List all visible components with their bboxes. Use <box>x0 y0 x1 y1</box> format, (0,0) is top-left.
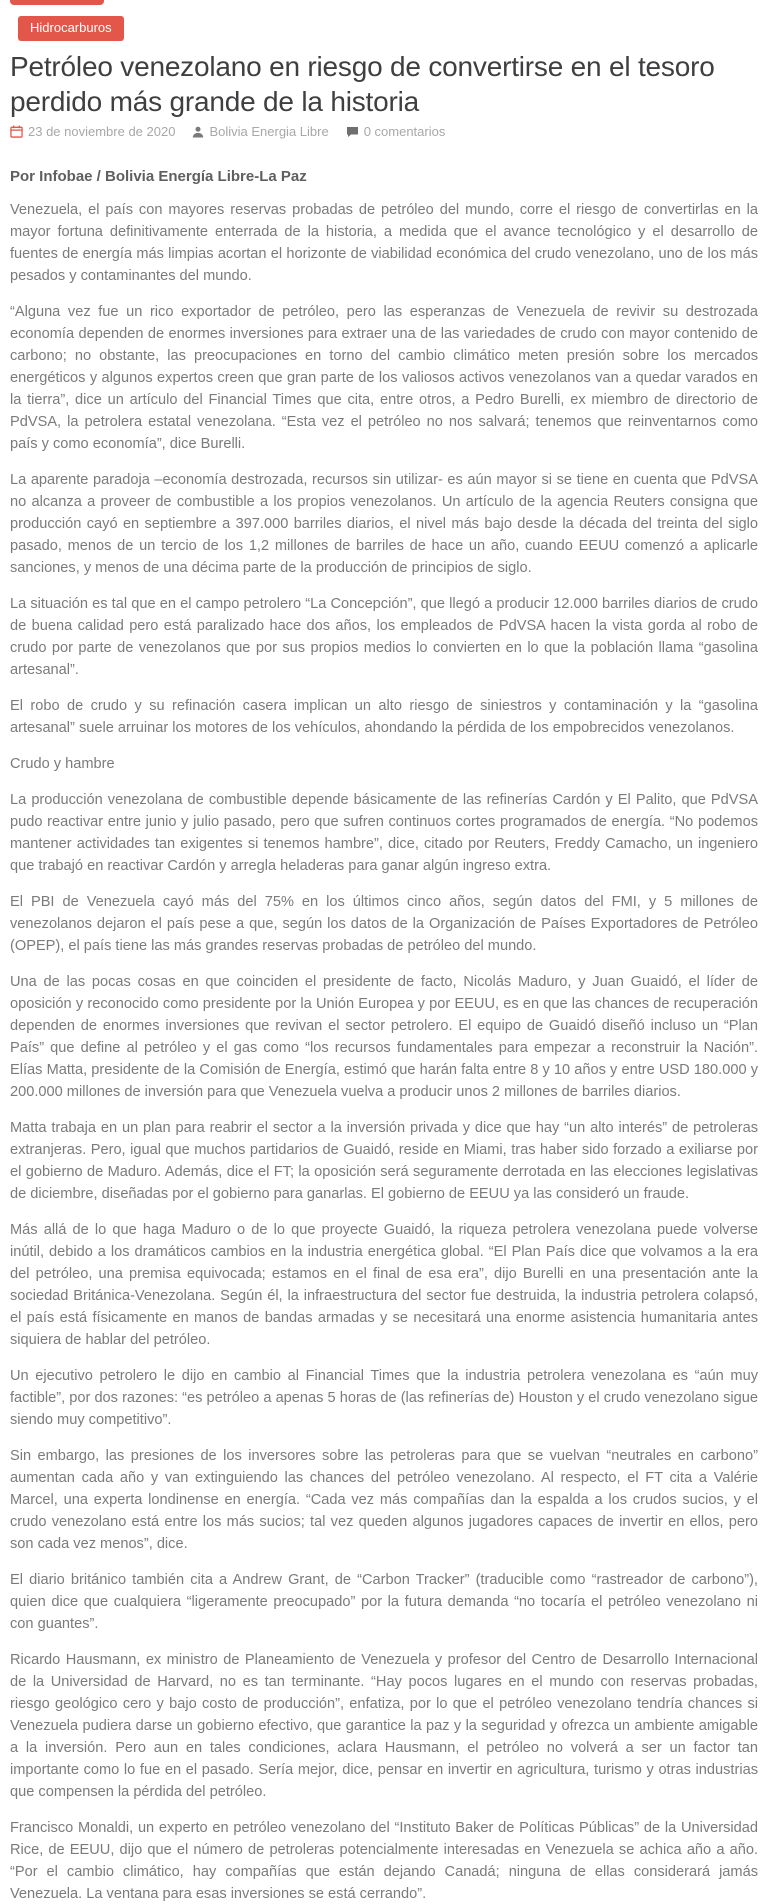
category-tag-hidrocarburos[interactable]: Hidrocarburos <box>18 16 124 41</box>
meta-author-label[interactable]: Bolivia Energia Libre <box>209 124 329 139</box>
article-paragraph: Una de las pocas cosas en que coinciden el presidente de facto, Nicolás Maduro, y Juan Guaidó, el líder de oposición y reconocido como presidente por la Unión Europea y por EEUU, es en que las chances de recuperación dependen de enormes inversiones que revivan el sector petrolero. El equipo de Guaidó diseñó incluso un “Plan País” que define al petróleo y el gas como “los recursos fundamentales para empezar a reconstruir la Nación”. Elías Matta, presidente de la Comisión de Energía, estimó que harán falta entre 8 y 10 años y entre USD 180.000 y 200.000 millones de inversión para que Venezuela vuelva a producir unos 2 millones de barriles diarios. <box>10 974 758 1100</box>
article-paragraph: El robo de crudo y su refinación casera implican un alto riesgo de siniestros y contaminación y la “gasolina artesanal” suele arruinar los motores de los vehículos, ahondando la pérdida de los empobrecidos venezolanos. <box>10 698 758 736</box>
article-paragraph: Ricardo Hausmann, ex ministro de Planeamiento de Venezuela y profesor del Centro de Desarrollo Internacional de la Universidad de Harvard, no es tan terminante. “Hay pocos lugares en el mundo con reservas probadas, riesgo geológico cero y bajo costo de producción”, enfatiza, por lo que el petróleo venezolano tendría chances si Venezuela pudiera darse un gobierno efectivo, que garantice la paz y la seguridad y ofrezca un ambiente amigable a la inversión. Pero aun en tales condiciones, aclara Hausmann, el petróleo no volverá a ser un factor tan importante como lo fue en el pasado. Sería mejor, dice, pensar en invertir en agricultura, turismo y otras industrias que compensen la pérdida del petróleo. <box>10 1652 758 1800</box>
article-paragraph: Más allá de lo que haga Maduro o de lo que proyecte Guaidó, la riqueza petrolera venezolana puede volverse inútil, debido a los dramáticos cambios en la industria energética global. “El Plan País dice que volvamos a la era del petróleo, una premisa equivocada; estamos en el final de esa era”, dijo Burelli en una presentación ante la sociedad Británica-Venezolana. Según él, la infraestructura del sector fue destruida, la industria petrolera colapsó, el país está físicamente en manos de bandas armadas y se necesitará una enorme asistencia humanitaria antes siquiera de hablar del petróleo. <box>10 1222 758 1348</box>
article-paragraph: La producción venezolana de combustible depende básicamente de las refinerías Cardón y El Palito, que PdVSA pudo reactivar entre junio y julio pasado, pero que sufren continuos cortes programados de energía. “No podemos mantener actividades tan exigentes si tenemos hambre”, dice, citado por Reuters, Freddy Camacho, un ingeniero que trabajó en reactivar Cardón y arregla heladeras para ganar algún ingreso extra. <box>10 792 758 874</box>
section-heading: Crudo y hambre <box>10 756 115 772</box>
article-paragraph: El diario británico también cita a Andrew Grant, de “Carbon Tracker” (traducible como “rastreador de carbono”), quien dice que cualquiera “ligeramente preocupado” por la futura demanda “no tocaría el petróleo venezolano ni con guantes”. <box>10 1572 758 1632</box>
speech-bubble-icon <box>346 126 359 138</box>
cropped-element-fragment <box>10 0 104 5</box>
article-paragraph: “Alguna vez fue un rico exportador de petróleo, pero las esperanzas de Venezuela de revivir su destrozada economía dependen de enormes inversiones para extraer una de las variedades de crudo con mayor contenido de carbono; no obstante, las preocupaciones en torno del cambio climático meten presión sobre los mercados energéticos y algunos expertos creen que gran parte de los valiosos activos venezolanos van a quedar varados en la tierra”, dice un artículo del Financial Times que cita, entre otros, a Pedro Burelli, ex miembro de directorio de PdVSA, la petrolera estatal venezolana. “Esta vez el petróleo no nos salvará; tenemos que reinventarnos como país y como economía”, dice Burelli. <box>10 304 758 452</box>
article-meta <box>10 124 758 139</box>
article-byline: Por Infobae / Bolivia Energía Libre-La Paz <box>10 168 307 185</box>
meta-comments <box>346 124 446 139</box>
meta-author <box>192 124 328 139</box>
article-paragraph: Sin embargo, las presiones de los inversores sobre las petroleras para que se vuelvan “neutrales en carbono” aumentan cada año y van extinguiendo las chances del petróleo venezolano. Al respecto, el FT cita a Valérie Marcel, una experta londinense en energía. “Cada vez más compañías dan la espalda a los crudos sucios, y el crudo venezolano está entre los más sucios; tal vez queden algunos jugadores capaces de invertir en ellos, pero son cada vez menos”, dice. <box>10 1448 758 1552</box>
article-paragraph: El PBI de Venezuela cayó más del 75% en los últimos cinco años, según datos del FMI, y 5 millones de venezolanos dejaron el país pese a que, según los datos de la Organización de Países Exportadores de Petróleo (OPEP), el país tiene las más grandes reservas probadas de petróleo del mundo. <box>10 894 758 954</box>
article-paragraph: Matta trabaja en un plan para reabrir el sector a la inversión privada y dice que hay “un alto interés” de petroleras extranjeras. Pero, igual que muchos partidarios de Guaidó, reside en Miami, tras haber sido forzado a exiliarse por el gobierno de Maduro. Además, dice el FT; la oposición será seguramente derrotada en las elecciones legislativas de diciembre, diseñadas por el gobierno para ganarlas. El gobierno de EEUU ya las consideró un fraude. <box>10 1120 758 1202</box>
calendar-icon <box>10 125 23 138</box>
article-paragraph: Un ejecutivo petrolero le dijo en cambio al Financial Times que la industria petrolera venezolana es “aún muy factible”, por dos razones: “es petróleo a apenas 5 horas de (las refinerías de) Houston y el crudo venezolano sigue siendo muy competitivo”. <box>10 1368 758 1428</box>
article-paragraph: Venezuela, el país con mayores reservas probadas de petróleo del mundo, corre el riesgo de convertirlas en la mayor fortuna definitivamente enterrada de la historia, a medida que el avance tecnológico y el desarrollo de fuentes de energía más limpias acortan el horizonte de viabilidad económica del crudo venezolano, uno de los más pesados y contaminantes del mundo. <box>10 202 758 284</box>
article-paragraph: La situación es tal que en el campo petrolero “La Concepción”, que llegó a producir 12.000 barriles diarios de crudo de buena calidad pero está paralizado hace dos años, los empleados de PdVSA hacen la vista gorda al robo de crudo por parte de venezolanos que por sus propios medios lo convierten en lo que la población llama “gasolina artesanal”. <box>10 596 758 678</box>
article-paragraph: Francisco Monaldi, un experto en petróleo venezolano del “Instituto Baker de Políticas Públicas” de la Universidad Rice, de EEUU, dijo que el número de petroleras potencialmente interesadas en Venezuela se achica año a año. “Por el cambio climático, hay compañías que están dejando Canadá; ninguna de ellas considerará jamás Venezuela. La ventana para esas inversiones se está cerrando”. <box>10 1820 758 1902</box>
meta-date-label: 23 de noviembre de 2020 <box>28 124 176 139</box>
meta-comments-label[interactable]: 0 comentarios <box>363 124 446 139</box>
person-icon <box>192 126 204 138</box>
page-title: Petróleo venezolano en riesgo de convertirse en el tesoro perdido más grande de la historia <box>10 51 715 117</box>
article-body <box>0 199 768 1904</box>
article-paragraph: La aparente paradoja –economía destrozada, recursos sin utilizar- es aún mayor si se tiene en cuenta que PdVSA no alcanza a proveer de combustible a los propios venezolanos. Un artículo de la agencia Reuters consigna que producción cayó en septiembre a 397.000 barriles diarios, el nivel más bajo desde la década del treinta del siglo pasado, menos de un tercio de los 1,2 millones de barriles de hace un año, cuando EEUU comenzó a aplicarle sanciones, y menos de una décima parte de la producción de principios de siglo. <box>10 472 758 576</box>
meta-date <box>10 124 175 139</box>
